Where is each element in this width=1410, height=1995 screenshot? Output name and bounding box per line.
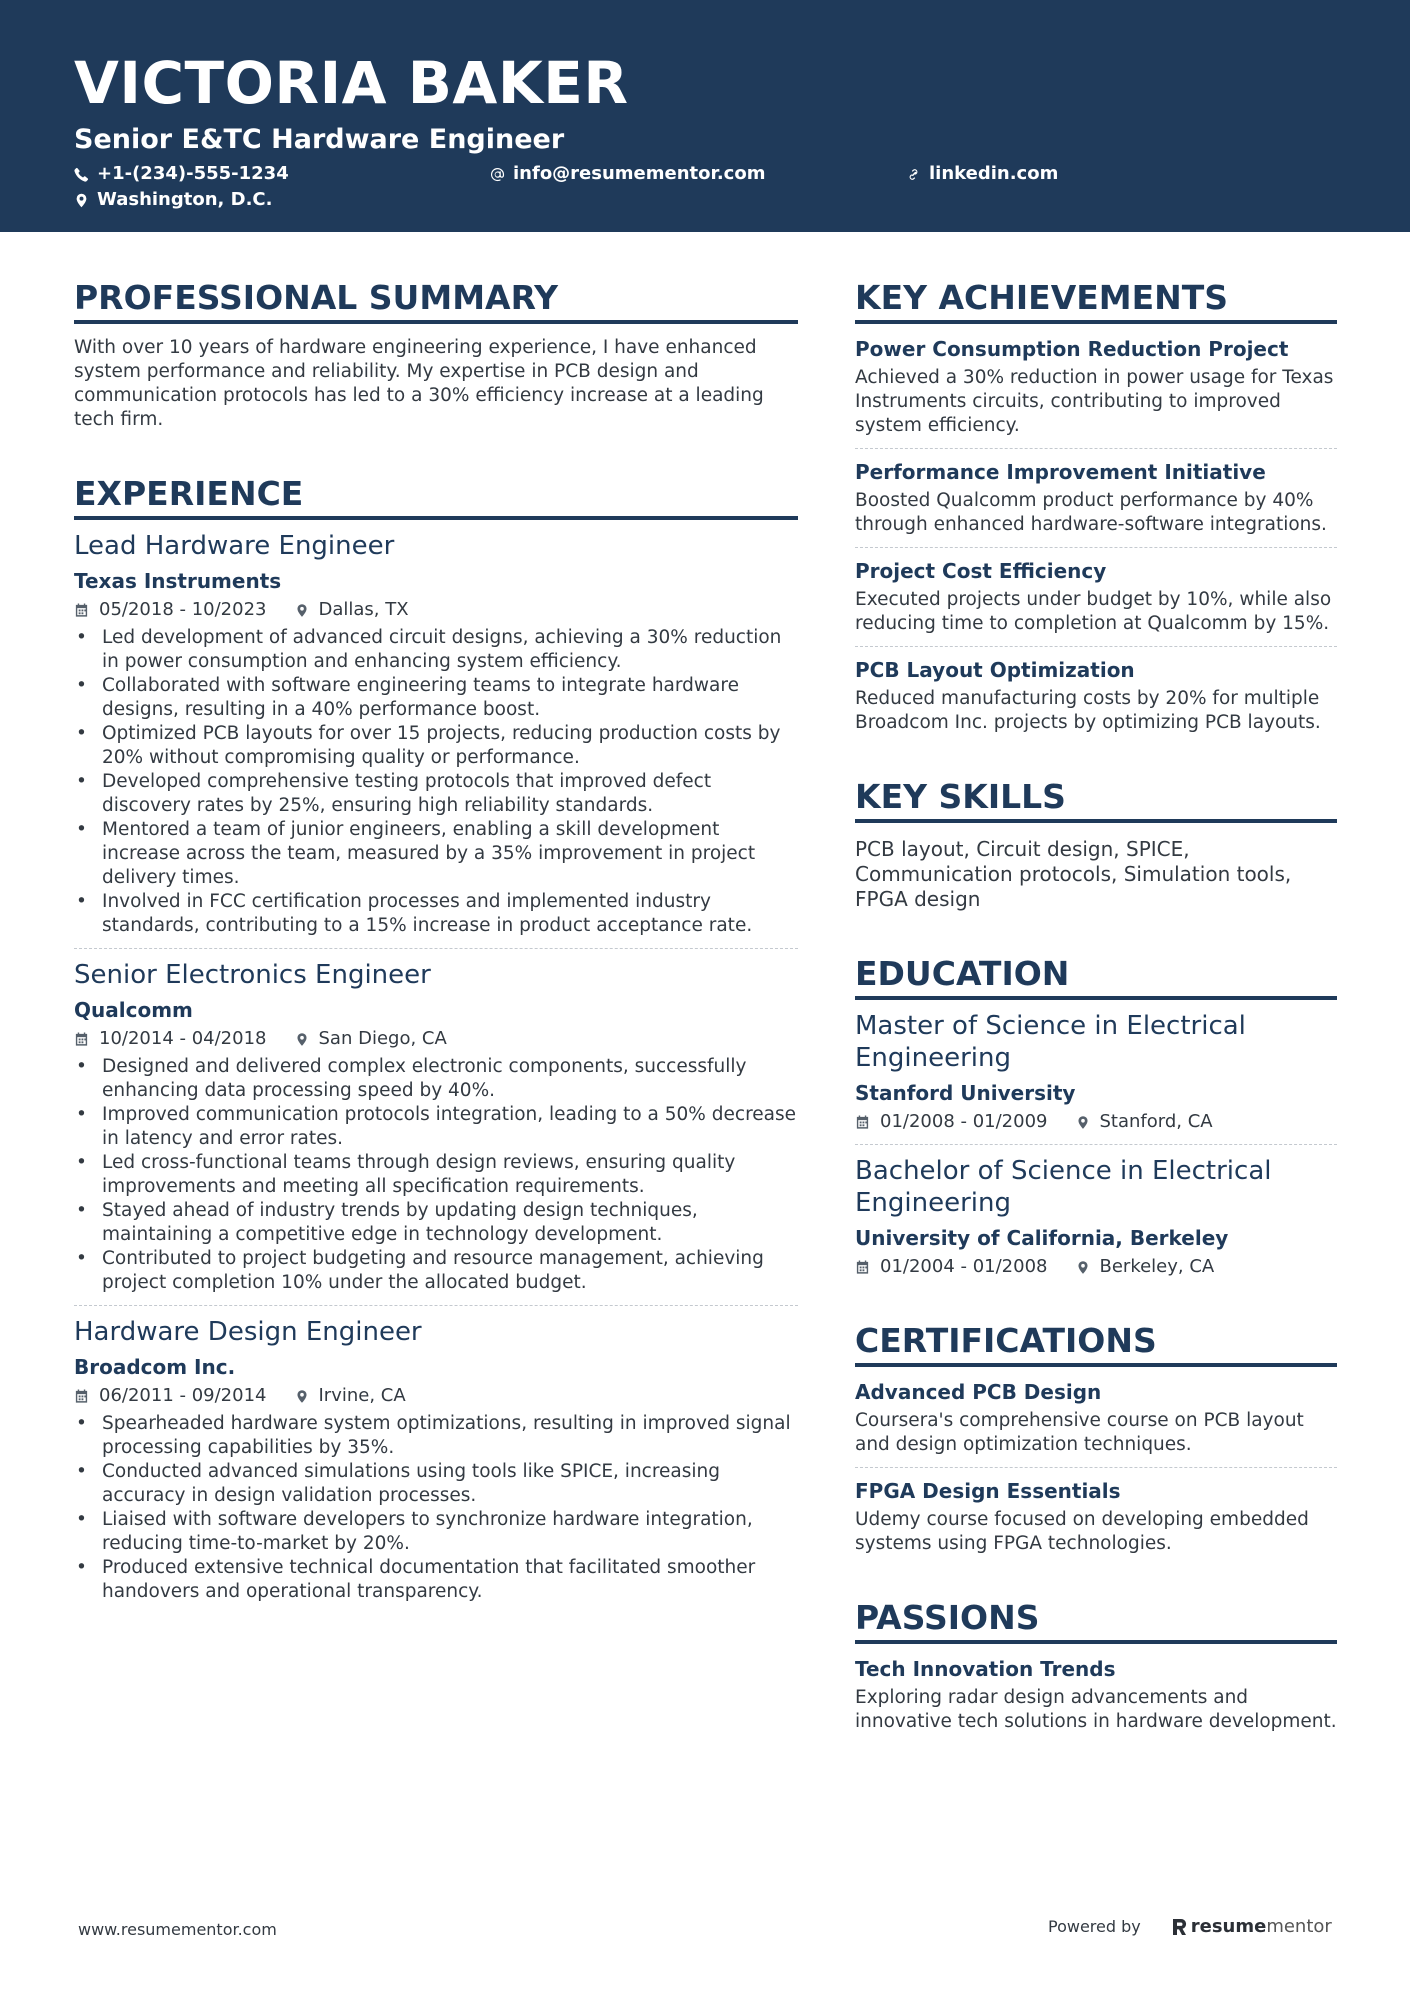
brand-name-light: mentor [1266,1916,1332,1937]
brand-name-bold: resume [1190,1916,1267,1937]
job-dates: 06/2011 - 09/2014 [99,1385,267,1406]
brand-logo [1171,1916,1332,1937]
phone-text: +1-(234)-555-1234 [97,163,289,184]
section-spacer [855,1279,1337,1319]
job-bullet: • Conducted advanced simulations using tools like SPICE, increasing accuracy in design validation processes. [74,1460,798,1508]
education-dates: 01/2004 - 01/2008 [880,1256,1048,1277]
contact-location [74,189,272,211]
link-icon [906,167,921,182]
achievement-title: Performance Improvement Initiative [855,460,1266,484]
job-entry [74,1316,798,1604]
section-spacer [855,735,1337,775]
candidate-title: Senior E&TC Hardware Engineer [74,124,565,155]
job-title: Senior Electronics Engineer [74,960,431,990]
calendar-icon [855,1114,870,1130]
certification-desc: Udemy course focused on developing embedded systems using FPGA technologies. [855,1509,1309,1554]
dashed-divider [855,1467,1337,1468]
job-bullet: • Optimized PCB layouts for over 15 projects, reducing production costs by 20% without compromising quality or performance. [74,722,798,770]
education-location [1076,1255,1215,1279]
job-bullet: • Mentored a team of junior engineers, enabling a skill development increase across the team, measured by a 35% improvement in project delivery times. [74,818,798,890]
job-bullet: • Liaised with software developers to synchronize hardware integration, reducing time-to-market by 20%. [74,1508,798,1556]
job-bullets [74,1055,798,1295]
contact-email [490,163,765,185]
job-location-text: Irvine, CA [318,1385,406,1406]
school-name: University of California, Berkeley [855,1226,1229,1250]
contact-phone [74,163,289,185]
location-pin-icon [295,602,309,619]
powered-by-label: Powered by [1048,1917,1141,1936]
right-column [855,276,1337,1734]
section-spacer [855,912,1337,952]
certification-item [855,1478,1337,1556]
job-bullet: • Contributed to project budgeting and resource management, achieving project completion 10% under the allocated budget. [74,1247,798,1295]
achievement-desc: Reduced manufacturing costs by 20% for multiple Broadcom Inc. projects by optimizing PCB layouts. [855,688,1321,733]
job-bullet: • Stayed ahead of industry trends by updating design techniques, maintaining a competitive edge in technology development. [74,1199,798,1247]
experience-heading: EXPERIENCE [74,472,798,520]
calendar-icon [855,1259,870,1275]
at-sign-icon [490,167,505,182]
job-meta [74,1384,798,1408]
job-entry [74,530,798,938]
job-bullet: • Designed and delivered complex electronic components, successfully enhancing data processing speed by 40%. [74,1055,798,1103]
job-location-text: San Diego, CA [318,1028,447,1049]
dashed-divider [855,547,1337,548]
job-location-text: Dallas, TX [318,599,409,620]
section-spacer [855,1556,1337,1596]
resume-header [0,0,1410,232]
summary-text: With over 10 years of hardware engineering experience, I have enhanced system performance and reliability. My expertise in PCB design and communication protocols has led to a 30% efficiency increase at a leading tech firm. [74,337,764,430]
job-bullet: • Developed comprehensive testing protocols that improved defect discovery rates by 25%, ensuring high reliability standards. [74,770,798,818]
calendar-icon [74,1388,89,1404]
education-item [855,1010,1337,1134]
achievement-item [855,657,1337,735]
location-pin-icon [1076,1114,1090,1131]
education-location [1076,1110,1213,1134]
school-name: Stanford University [855,1081,1076,1105]
job-location [295,1027,447,1051]
job-meta [74,598,798,622]
dashed-divider [74,1305,798,1306]
section-spacer [74,432,798,472]
achievement-item [855,558,1337,636]
education-heading: EDUCATION [855,952,1337,1000]
resumementor-logo-icon [1171,1917,1187,1937]
dashed-divider [74,948,798,949]
education-location-text: Stanford, CA [1099,1111,1213,1132]
achievement-title: PCB Layout Optimization [855,658,1135,682]
achievement-title: Power Consumption Reduction Project [855,337,1289,361]
certification-item [855,1379,1337,1457]
degree-title: Master of Science in Electrical Engineering [855,1011,1246,1073]
job-bullet: • Produced extensive technical documentation that facilitated smoother handovers and operational transparency. [74,1556,798,1604]
job-dates: 05/2018 - 10/2023 [99,599,267,620]
location-text: Washington, D.C. [97,189,273,210]
job-location [295,1384,406,1408]
contact-linkedin [906,163,1058,185]
skills-text: PCB layout, Circuit design, SPICE, Communication protocols, Simulation tools, FPGA design [855,837,1292,911]
certifications-heading: CERTIFICATIONS [855,1319,1337,1367]
job-meta [74,1027,798,1051]
certification-title: FPGA Design Essentials [855,1479,1121,1503]
linkedin-link[interactable]: linkedin.com [929,163,1059,184]
education-item [855,1155,1337,1279]
certification-desc: Coursera's comprehensive course on PCB layout and design optimization techniques. [855,1410,1304,1455]
education-meta [855,1255,1337,1279]
calendar-icon [74,1031,89,1047]
achievement-desc: Executed projects under budget by 10%, while also reducing time to completion at Qualcomm by 15%. [855,589,1332,634]
job-bullets [74,1412,798,1604]
dashed-divider [855,646,1337,647]
phone-icon [74,167,89,182]
job-bullet: • Collaborated with software engineering teams to integrate hardware designs, resulting in a 40% performance boost. [74,674,798,722]
achievement-title: Project Cost Efficiency [855,559,1107,583]
degree-title: Bachelor of Science in Electrical Engineering [855,1156,1272,1218]
candidate-name: VICTORIA BAKER [74,49,629,117]
dashed-divider [855,1144,1337,1145]
achievement-desc: Boosted Qualcomm product performance by 40% through enhanced hardware-software integrations. [855,490,1327,535]
passion-title: Tech Innovation Trends [855,1657,1116,1681]
achievement-desc: Achieved a 30% reduction in power usage for Texas Instruments circuits, contributing to improved system efficiency. [855,367,1334,436]
passion-item [855,1656,1337,1734]
summary-heading: PROFESSIONAL SUMMARY [74,276,798,324]
job-dates: 10/2014 - 04/2018 [99,1028,267,1049]
location-pin-icon [295,1388,309,1405]
passions-heading: PASSIONS [855,1596,1337,1644]
job-bullet: • Led development of advanced circuit designs, achieving a 30% reduction in power consumption and enhancing system efficiency. [74,626,798,674]
dashed-divider [855,448,1337,449]
job-bullets [74,626,798,938]
location-pin-icon [74,193,89,208]
location-pin-icon [1076,1259,1090,1276]
company-name: Broadcom Inc. [74,1355,236,1379]
left-column [74,276,798,1604]
education-location-text: Berkeley, CA [1099,1256,1215,1277]
education-dates: 01/2008 - 01/2009 [880,1111,1048,1132]
footer-branding [1048,1916,1332,1937]
email-link[interactable]: info@resumementor.com [513,163,766,184]
achievement-item [855,459,1337,537]
certification-title: Advanced PCB Design [855,1380,1102,1404]
achievement-item [855,336,1337,438]
passion-desc: Exploring radar design advancements and innovative tech solutions in hardware development. [855,1687,1337,1732]
job-bullet: • Involved in FCC certification processes and implemented industry standards, contributing to a 15% increase in product acceptance rate. [74,890,798,938]
job-bullet: • Led cross-functional teams through design reviews, ensuring quality improvements and meeting all specification requirements. [74,1151,798,1199]
job-location [295,598,409,622]
skills-heading: KEY SKILLS [855,775,1337,823]
education-meta [855,1110,1337,1134]
job-title: Hardware Design Engineer [74,1317,422,1347]
job-entry [74,959,798,1295]
footer-website[interactable]: www.resumementor.com [78,1920,277,1939]
achievements-heading: KEY ACHIEVEMENTS [855,276,1337,324]
job-bullet: • Improved communication protocols integration, leading to a 50% decrease in latency and error rates. [74,1103,798,1151]
company-name: Texas Instruments [74,569,282,593]
company-name: Qualcomm [74,998,193,1022]
location-pin-icon [295,1031,309,1048]
calendar-icon [74,602,89,618]
job-title: Lead Hardware Engineer [74,531,395,561]
job-bullet: • Spearheaded hardware system optimizations, resulting in improved signal processing capabilities by 35%. [74,1412,798,1460]
